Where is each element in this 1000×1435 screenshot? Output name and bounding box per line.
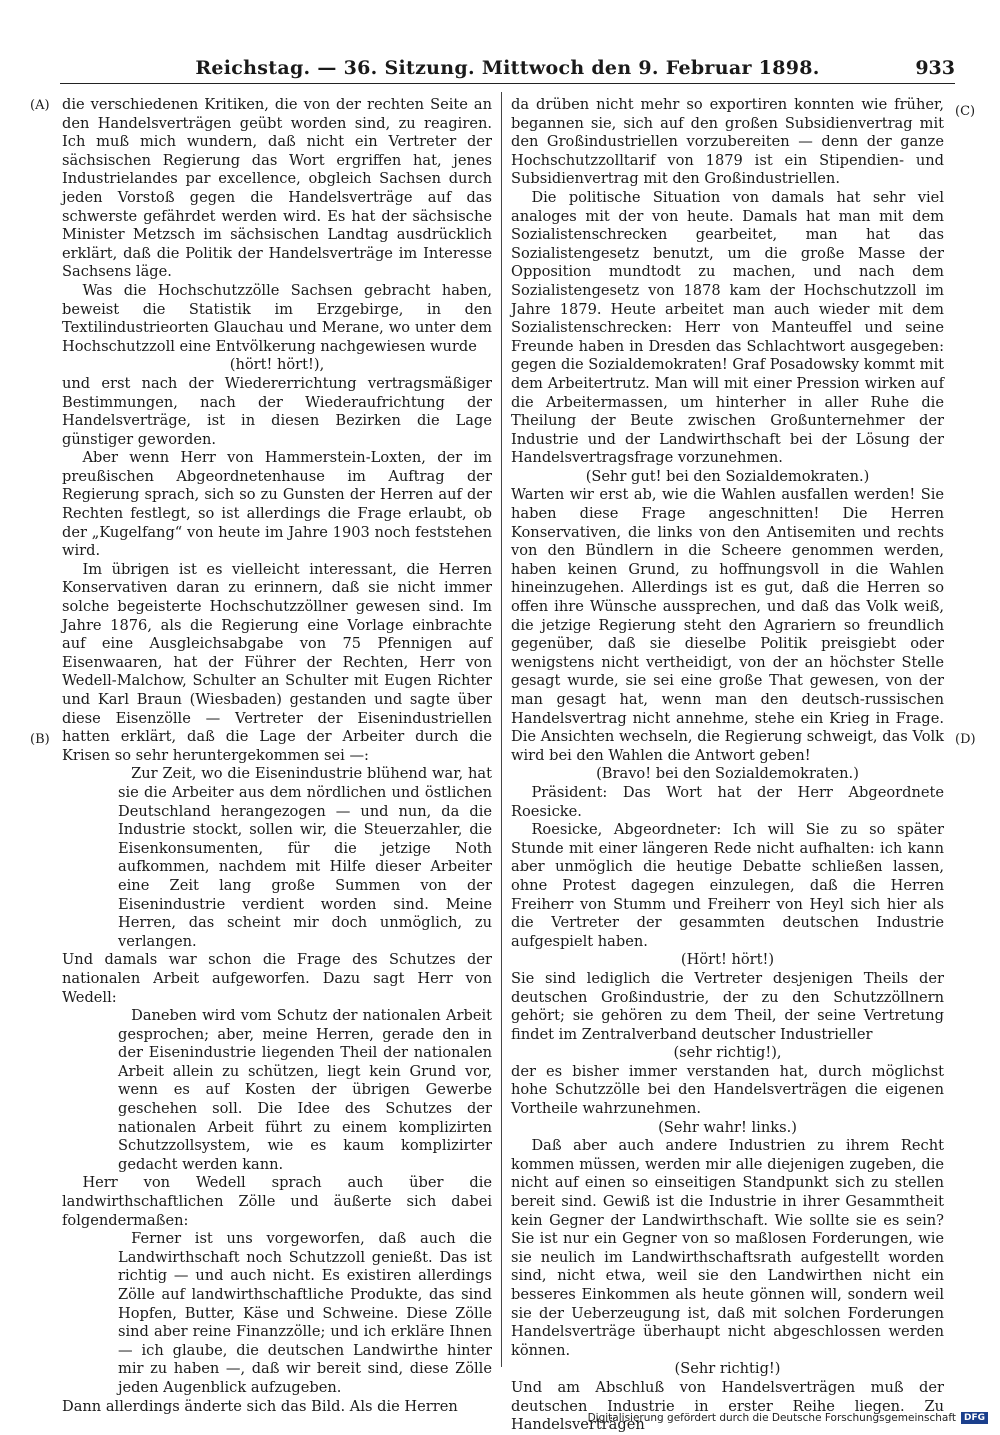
- paragraph: der es bisher immer verstanden hat, durch möglichst hohe Schutzzölle bei den Handelsverträgen die eigenen Vortheile wahrzunehmen.: [511, 1062, 944, 1118]
- page-number: 933: [915, 57, 955, 79]
- paragraph: Daß aber auch andere Industrien zu ihrem Recht kommen müssen, werden mir alle diejenigen zugeben, die nicht auf einen so einseitigen Standpunkt sich zu stellen bereit sind. Gewiß ist die Industrie in ihrer Gesammtheit kein Gegner der Landwirthschaft. Wie sollte sie es sein? Sie ist nur ein Gegner von so maßlosen Forderungen, wie sie neulich im Landwirthschaftsrath aufgestellt worden sind, nicht etwa, weil sie den Landwirthen nicht ein besseres Einkommen als heute gönnen will, sondern weil sie der Ueberzeugung ist, daß mit solchen Forderungen Handelsverträge überhaupt nicht abgeschlossen werden können.: [511, 1137, 944, 1359]
- paragraph: da drüben nicht mehr so exportiren konnten wie früher, begannen sie, sich auf den großen Subsidienvertrag mit den Großindustriellen vorzubereiten — denn der ganze Hochschutzzolltarif von 1879 ist ein Stipendien- und Subsidienvertrag mit den Großindustriellen.: [511, 96, 944, 188]
- paragraph: Roesicke, Abgeordneter: Ich will Sie zu so später Stunde mit einer längeren Rede nicht aufhalten: ich kann aber unmöglich die heutige Debatte schließen lassen, ohne Protest dagegen einzulegen, daß die Herren Freiherr von Stumm und Freiherr von Heyl sich hier als die Vertreter der gesammten deutschen Industrie aufgespielt haben.: [511, 821, 944, 950]
- paragraph: Aber wenn Herr von Hammerstein-Loxten, der im preußischen Abgeordnetenhause im Auftrag der Regierung sprach, sich so zu Gunsten der Herren auf der Rechten festlegt, so ist allerdings die Frage erlaubt, ob der „Kugelfang“ von heute im Jahre 1903 noch feststehen wird.: [62, 449, 492, 560]
- paragraph: Und am Abschluß von Handelsverträgen muß der deutschen Industrie in erster Reihe liegen. Zu Handelsverträgen: [511, 1378, 944, 1434]
- page-header: [60, 57, 955, 83]
- paragraph: (Sehr wahr! links.): [658, 1118, 797, 1136]
- paragraph: (Bravo! bei den Sozialdemokraten.): [596, 765, 859, 783]
- footer-credit: [588, 1412, 988, 1424]
- paragraph: Warten wir erst ab, wie die Wahlen ausfallen werden! Sie haben diese Frage angeschnitten! Die Herren Konservativen, die links von den Antisemiten und rechts von den Bündlern in die Scheere genommen werden, haben keinen Grund, zu hoffnungsvoll in die Wahlen hineinzugehen. Allerdings ist es gut, daß die Herren so offen ihre Wünsche aussprechen, und daß das Volk weiß, die jetzige Regierung steht den Agrariern so freundlich gegenüber, daß sie dieselbe Politik preisgiebt oder wenigstens nicht vertheidigt, von der an höchster Stelle gesagt wurde, sie sei eine große That gewesen, von der man gesagt hat, wenn man den deutsch-russischen Handelsvertrag nicht annehme, stehe ein Krieg in Frage. Die Ansichten wechseln, die Regierung schweigt, das Volk wird bei den Wahlen die Antwort geben!: [511, 486, 944, 764]
- margin-marker-d: (D): [955, 732, 976, 747]
- margin-marker-a: (A): [30, 98, 50, 113]
- left-column: [62, 96, 492, 1415]
- paragraph: (hört! hört!),: [229, 356, 325, 374]
- paragraph: Die politische Situation von damals hat sehr viel analoges mit der von heute. Damals hat man mit dem Sozialistenschrecken gearbeitet, man hat das Sozialistengesetz benutzt, um die große Masse der Opposition mundtodt zu machen, und nach dem Sozialistengesetz von 1878 kam der Hochschutzzoll im Jahre 1879. Heute arbeitet man auch wieder mit dem Sozialistenschrecken: Herr von Manteuffel und seine Freunde haben in Dresden das Schlachtwort ausgegeben: gegen die Sozialdemokraten! Graf Posadowsky kommt mit dem Arbeitertrutz. Man will mit einer Pression wirken auf die Arbeitermassen, um hinterher in aller Ruhe die Theilung der Beute zwischen Großunternehmer der Industrie und der Landwirthschaft bei der Lösung der Handelsvertragsfrage vorzunehmen.: [511, 188, 944, 467]
- paragraph: die verschiedenen Kritiken, die von der rechten Seite an den Handelsverträgen geübt worden sind, zu reagiren. Ich muß mich wundern, daß nicht ein Vertreter der sächsischen Regierung das Wort ergriffen hat, jenes Industrielandes par excellence, obgleich Sachsen durch jeden Vorstoß gegen die Handelsverträge auf das schwerste gefährdet werden wird. Es hat der sächsische Minister Metzsch im sächsischen Landtag ausdrücklich erklärt, daß die Politik der Handelsverträge im Interesse Sachsens läge.: [62, 96, 492, 281]
- paragraph: Dann allerdings änderte sich das Bild. Als die Herren: [62, 1397, 458, 1415]
- header-rule: [60, 83, 955, 84]
- footer-text: Digitalisierung gefördert durch die Deutsche Forschungsgemeinschaft: [587, 1412, 956, 1424]
- paragraph: (Sehr gut! bei den Sozialdemokraten.): [585, 467, 870, 485]
- margin-marker-b: (B): [30, 732, 50, 747]
- paragraph: Daneben wird vom Schutz der nationalen Arbeit gesprochen; aber, meine Herren, gerade den in der Eisenindustrie liegenden Theil der nationalen Arbeit allein zu schützen, liegt kein Grund vor, wenn es auf Kosten der übrigen Gewerbe geschehen soll. Die Idee des Schutzes der nationalen Arbeit führt zu einem komplizirten Schutzzollsystem, wie es kaum komplizirter gedacht werden kann.: [118, 1007, 492, 1173]
- paragraph: und erst nach der Wiedererrichtung vertragsmäßiger Bestimmungen, nach der Wiederaufrichtung der Handelsverträge, ist in diesen Bezirken die Lage günstiger geworden.: [62, 374, 492, 448]
- paragraph: Ferner ist uns vorgeworfen, daß auch die Landwirthschaft noch Schutzzoll genießt. Das ist richtig — und auch nicht. Es existiren allerdings Zölle auf landwirthschaftliche Produkte, das sind Hopfen, Butter, Käse und Schweine. Diese Zölle sind aber reine Finanzzölle; und ich erkläre Ihnen — ich glaube, die deutschen Landwirthe hinter mir zu haben —, daß wir bereit sind, diese Zölle jeden Augenblick aufzugeben.: [118, 1230, 492, 1396]
- paragraph: Im übrigen ist es vielleicht interessant, die Herren Konservativen daran zu erinnern, daß sie nicht immer solche begeisterte Hochschutzzöllner gewesen sind. Im Jahre 1876, als die Regierung eine Vorlage einbrachte auf eine Ausgleichsabgabe von 75 Pfennigen auf Eisenwaaren, hat der Führer der Rechten, Herr von Wedell-Malchow, Schulter an Schulter mit Eugen Richter und Karl Braun (Wiesbaden) gestanden und sagte über diese Eisenzölle — Vertreter der Eisenindustriellen hatten erklärt, daß die Lage der Arbeiter durch die Krisen so sehr heruntergekommen sei —:: [62, 560, 492, 764]
- paragraph: Was die Hochschutzzölle Sachsen gebracht haben, beweist die Statistik im Erzgebirge, in den Textilindustrieorten Glauchau und Merane, wo unter dem Hochschutzzoll eine Entvölkerung nachgewiesen wurde: [62, 281, 492, 355]
- paragraph: (sehr richtig!),: [673, 1044, 782, 1062]
- paragraph: Und damals war schon die Frage des Schutzes der nationalen Arbeit aufgeworfen. Dazu sagt Herr von Wedell:: [62, 951, 492, 1006]
- margin-marker-c: (C): [955, 104, 976, 119]
- paragraph: Sie sind lediglich die Vertreter desjenigen Theils der deutschen Großindustrie, der zu den Schutzzöllnern gehört; sie gehören zu dem Theil, der seine Vertretung findet im Zentralverband deutscher Industrieller: [511, 969, 944, 1043]
- paragraph: Zur Zeit, wo die Eisenindustrie blühend war, hat sie die Arbeiter aus dem nördlichen und östlichen Deutschland herangezogen — und nun, da die Industrie stockt, sollen wir, die Steuerzahler, die Eisenkonsumenten, für die jetzige Noth aufkommen, nachdem mit Hilfe dieser Arbeiter eine Zeit lang große Summen von der Eisenindustrie verdient worden sind. Meine Herren, das scheint mir doch unmöglich, zu verlangen.: [118, 765, 492, 950]
- column-divider: [501, 92, 502, 1367]
- running-title: Reichstag. — 36. Sitzung. Mittwoch den 9. Februar 1898.: [195, 57, 820, 79]
- paragraph: Präsident: Das Wort hat der Herr Abgeordnete Roesicke.: [511, 783, 944, 820]
- paragraph: (Sehr richtig!): [674, 1360, 781, 1378]
- paragraph: (Hört! hört!): [680, 951, 775, 969]
- paragraph: Herr von Wedell sprach auch über die landwirthschaftlichen Zölle und äußerte sich dabei folgendermaßen:: [62, 1174, 492, 1229]
- dfg-logo: DFG: [961, 1412, 988, 1424]
